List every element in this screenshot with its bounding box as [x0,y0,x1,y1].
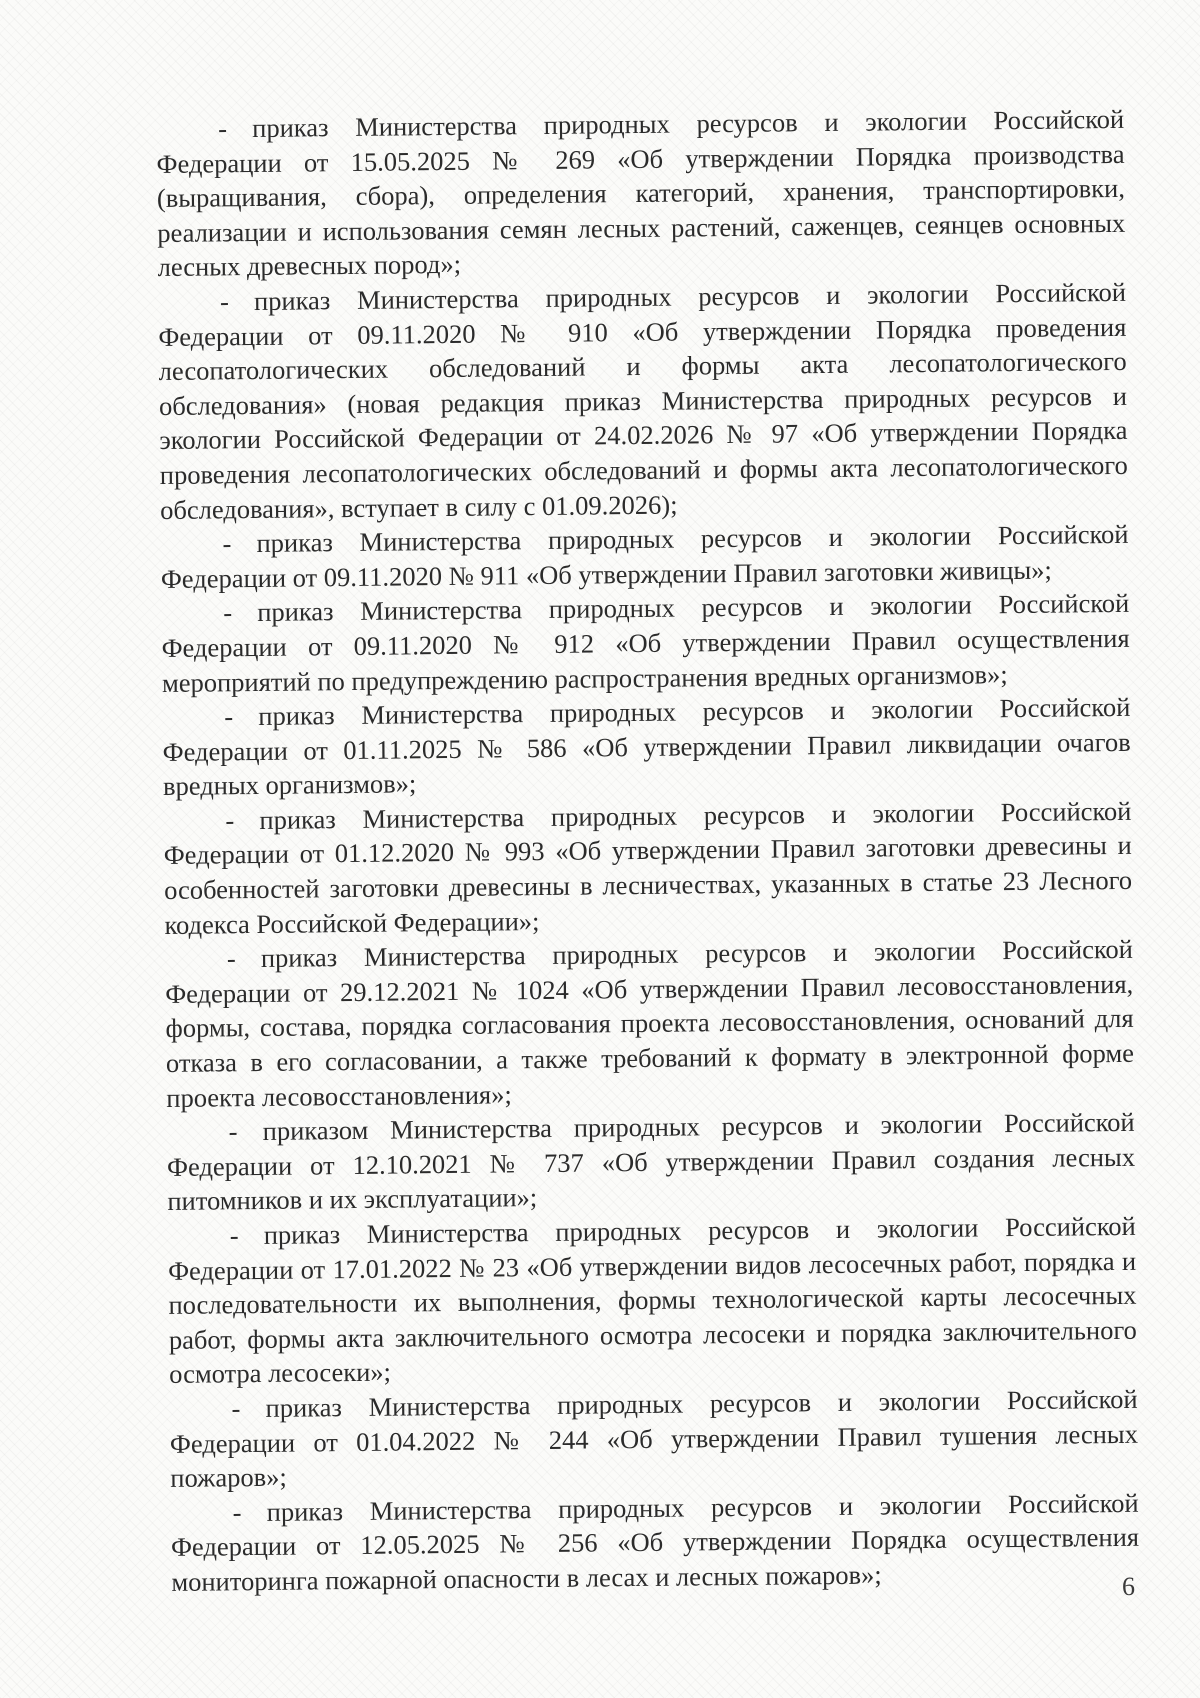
order-list [156,102,1140,1600]
list-item-text: приказ Министерства природных ресурсов и экологии Российской Федерации от 29.12.2021 № 1024 «Об утверждении Правил лесовосстановления, формы, состава, порядка согласования проекта лесовосстановления, оснований для отказа в его согласовании, а также требований к формату в электронной форме проекта лесовосстановления»; [165,934,1135,1113]
list-bullet: - [225,805,235,836]
list-bullet: - [228,1116,238,1147]
list-item-text: приказ Министерства природных ресурсов и экологии Российской Федерации от 17.01.2022 № 23 «Об утверждении видов лесосечных работ, порядка и последовательности их выполнения, формы технологической карты лесосечных работ, формы акта заключительного осмотра лесосеки и порядка заключительного осмотра лесосеки»; [167,1210,1137,1390]
list-bullet: - [218,113,228,144]
list-bullet: - [223,597,233,628]
list-item [158,275,1128,527]
list-bullet: - [224,701,234,732]
list-bullet: - [231,1393,241,1424]
list-item [160,517,1129,596]
list-item [167,1105,1136,1219]
list-bullet: - [226,943,236,974]
list-item-text: приказом Министерства природных ресурсов и экологии Российской Федерации от 12.10.2021 № 737 «Об утверждении Правил создания лесных питомников и их эксплуатации»; [166,1107,1136,1217]
list-item-text: приказ Министерства природных ресурсов и экологии Российской Федерации от 15.05.2025 № 269 «Об утверждении Порядка производства (выращивания, сбора), определения категорий, хранения, транспортировки, реализации и использования семян лесных растений, саженцев, сеянцев основных лесных древесных пород»; [156,103,1126,283]
list-item-text: приказ Министерства природных ресурсов и экологии Российской Федерации от 01.11.2025 № 586 «Об утверждении Правил ликвидации очагов вредных организмов»; [162,691,1131,802]
list-bullet: - [219,286,229,317]
page-number: 6 [1122,1572,1135,1601]
list-item-text: приказ Министерства природных ресурсов и экологии Российской Федерации от 09.11.2020 № 912 «Об утверждении Правил осуществления мероприятий по предупреждению распространения вредных организмов»; [161,588,1130,698]
list-item [163,794,1132,943]
list-item [156,102,1126,285]
list-item [168,1209,1138,1392]
list-item [165,932,1135,1115]
list-item [162,690,1131,804]
list-item [161,586,1130,700]
list-bullet: - [229,1220,239,1251]
list-bullet: - [222,528,232,559]
list-item-text: приказ Министерства природных ресурсов и экологии Российской Федерации от 09.11.2020 № 911 «Об утверждении Правил заготовки живицы»; [160,518,1129,594]
list-item-text: приказ Министерства природных ресурсов и экологии Российской Федерации от 09.11.2020 № 910 «Об утверждении Порядка проведения лесопатологических обследований и формы акта лесопатологического обследования» (новая редакция приказ Министерства природных ресурсов и экологии Российской Федерации от 24.02.2026 № 97 «Об утверждении Порядка проведения лесопатологических обследований и формы акта лесопатологического обследования», вступает в силу с 01.09.2026); [158,276,1128,525]
list-bullet: - [232,1496,242,1528]
list-item-text: приказ Министерства природных ресурсов и экологии Российской Федерации от 12.05.2025 № 256 «Об утверждении Порядка осуществления мониторинга пожарной опасности в лесах и лесных пожаров»; [170,1487,1140,1597]
list-item-text: приказ Министерства природных ресурсов и экологии Российской Федерации от 01.12.2020 № 993 «Об утверждении Правил заготовки древесины и особенностей заготовки древесины в лесничествах, указанных в статье 23 Лесного кодекса Российской Федерации»; [163,795,1133,940]
list-item [169,1382,1138,1496]
list-item [170,1486,1139,1600]
list-item-text: приказ Министерства природных ресурсов и экологии Российской Федерации от 01.04.2022 № 244 «Об утверждении Правил тушения лесных пожаров»; [169,1383,1139,1494]
